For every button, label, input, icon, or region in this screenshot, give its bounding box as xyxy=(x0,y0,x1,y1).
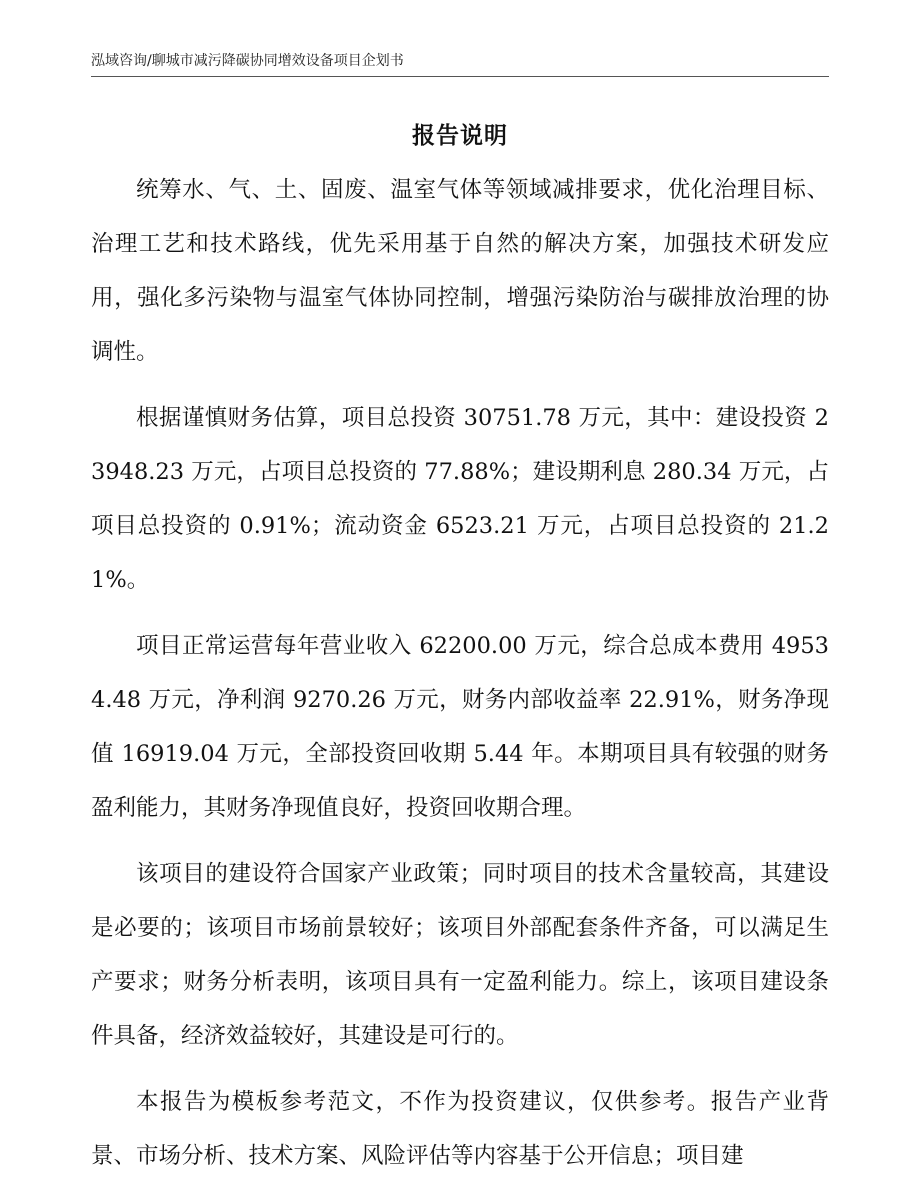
running-header: 泓域咨询/聊城市减污降碳协同增效设备项目企划书 xyxy=(91,53,404,69)
paragraph-3: 项目正常运营每年营业收入 62200.00 万元，综合总成本费用 49534.48 万元，净利润 9270.26 万元，财务内部收益率 22.91%，财务净现值 16919.04 万元，全部投资回收期 5.44 年。本期项目具有较强的财务盈利能力，其财务净现值良好，投资回收期合理。 xyxy=(91,633,829,821)
page-title: 报告说明 xyxy=(412,123,508,149)
paragraph-5: 本报告为模板参考范文，不作为投资建议，仅供参考。报告产业背景、市场分析、技术方案、风险评估等内容基于公开信息；项目建 xyxy=(91,1089,829,1169)
paragraph-4: 该项目的建设符合国家产业政策；同时项目的技术含量较高，其建设是必要的；该项目市场前景较好；该项目外部配套条件齐备，可以满足生产要求；财务分析表明，该项目具有一定盈利能力。综上，该项目建设条件具备，经济效益较好，其建设是可行的。 xyxy=(91,861,829,1049)
document-body xyxy=(91,163,829,1195)
header-divider xyxy=(91,76,829,77)
paragraph-2: 根据谨慎财务估算，项目总投资 30751.78 万元，其中：建设投资 23948.23 万元，占项目总投资的 77.88%；建设期利息 280.34 万元，占项目总投资的 0.91%；流动资金 6523.21 万元，占项目总投资的 21.21%。 xyxy=(91,405,829,593)
paragraph-1: 统筹水、气、土、固废、温室气体等领域减排要求，优化治理目标、治理工艺和技术路线，优先采用基于自然的解决方案，加强技术研发应用，强化多污染物与温室气体协同控制，增强污染防治与碳排放治理的协调性。 xyxy=(91,177,829,365)
